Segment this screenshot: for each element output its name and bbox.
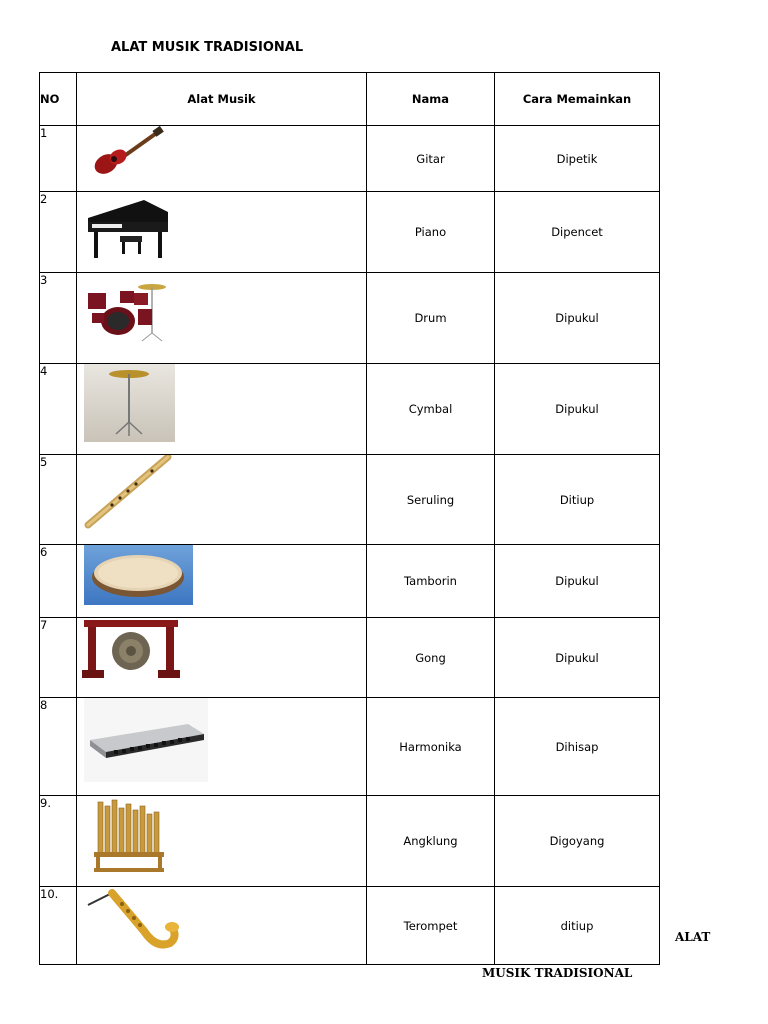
row-number: 6 — [40, 545, 77, 618]
table-row — [40, 796, 660, 887]
table-row — [40, 545, 660, 618]
footer-title-line1: ALAT — [675, 930, 711, 944]
play-method: Dihisap — [495, 698, 660, 796]
instrument-name: Drum — [367, 273, 495, 364]
piano-icon — [84, 192, 174, 264]
flute-icon — [82, 455, 178, 535]
row-number: 9. — [40, 796, 77, 887]
row-number: 3 — [40, 273, 77, 364]
header-cara-memainkan: Cara Memainkan — [495, 73, 660, 126]
row-number: 2 — [40, 192, 77, 273]
play-method: Dipukul — [495, 545, 660, 618]
table-row — [40, 126, 660, 192]
row-number: 7 — [40, 618, 77, 698]
instrument-name: Angklung — [367, 796, 495, 887]
instrument-name: Harmonika — [367, 698, 495, 796]
instrument-name: Gong — [367, 618, 495, 698]
table-row — [40, 273, 660, 364]
cymbal-icon — [84, 364, 175, 442]
play-method: Digoyang — [495, 796, 660, 887]
row-number: 8 — [40, 698, 77, 796]
drum-kit-icon — [82, 273, 178, 343]
play-method: Dipukul — [495, 364, 660, 455]
table-row — [40, 698, 660, 796]
play-method: Dipukul — [495, 618, 660, 698]
footer-title-line2: MUSIK TRADISIONAL — [482, 966, 633, 980]
row-number: 10. — [40, 887, 77, 965]
row-number: 1 — [40, 126, 77, 192]
play-method: Dipukul — [495, 273, 660, 364]
instrument-name: Piano — [367, 192, 495, 273]
document-title: ALAT MUSIK TRADISIONAL — [111, 40, 304, 55]
instrument-name: Seruling — [367, 455, 495, 545]
play-method: Ditiup — [495, 455, 660, 545]
instrument-name: Cymbal — [367, 364, 495, 455]
table-row — [40, 455, 660, 545]
harmonica-icon — [84, 698, 208, 782]
play-method: Dipencet — [495, 192, 660, 273]
row-number: 5 — [40, 455, 77, 545]
instrument-name: Tamborin — [367, 545, 495, 618]
saxophone-icon — [82, 887, 182, 953]
header-nama: Nama — [367, 73, 495, 126]
table-row — [40, 618, 660, 698]
table-header-row — [40, 73, 660, 126]
angklung-icon — [82, 796, 178, 876]
header-no: NO — [40, 73, 77, 126]
instrument-name: Terompet — [367, 887, 495, 965]
gong-icon — [82, 618, 180, 682]
header-alat-musik: Alat Musik — [77, 73, 367, 126]
play-method: ditiup — [495, 887, 660, 965]
guitar-icon — [84, 126, 174, 182]
table-row — [40, 364, 660, 455]
tambourine-icon — [84, 545, 193, 605]
play-method: Dipetik — [495, 126, 660, 192]
table-row — [40, 192, 660, 273]
instrument-name: Gitar — [367, 126, 495, 192]
row-number: 4 — [40, 364, 77, 455]
instrument-table — [39, 72, 660, 965]
table-row — [40, 887, 660, 965]
